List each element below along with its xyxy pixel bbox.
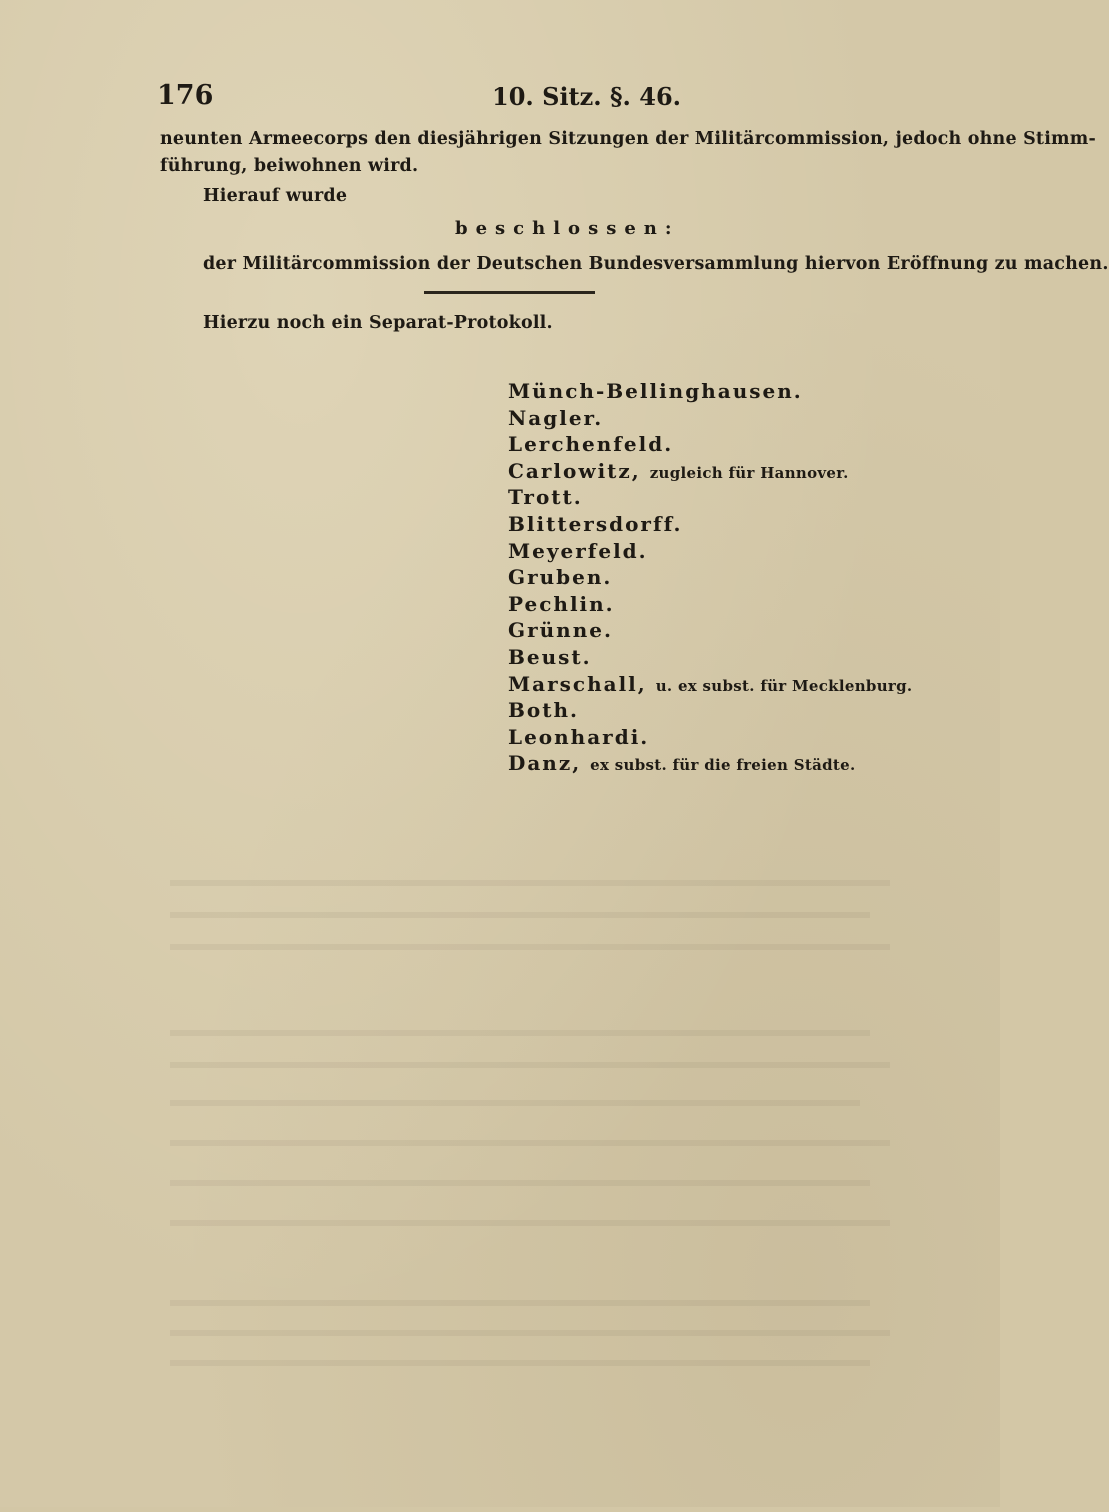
- signature-entry: [508, 724, 912, 751]
- resolution-text: der Militärcommission der Deutschen Bundesversammlung hiervon Eröffnung zu machen.: [203, 254, 1109, 274]
- signatory-note: zugleich für Hannover.: [649, 463, 849, 482]
- signature-entry: [508, 671, 912, 698]
- signature-entry: [508, 564, 912, 591]
- signatory-name: Beust.: [508, 644, 592, 669]
- signature-entry: [508, 617, 912, 644]
- signatory-name: Nagler.: [508, 405, 604, 430]
- signatory-name: Both.: [508, 698, 579, 723]
- signature-entry: [508, 458, 912, 485]
- signatory-name: Pechlin.: [508, 591, 615, 616]
- signature-entry: [508, 750, 912, 777]
- body-line: führung, beiwohnen wird.: [160, 156, 419, 176]
- signatory-name: Trott.: [508, 485, 583, 510]
- signatory-name: Carlowitz,: [508, 458, 641, 483]
- page-number: 176: [157, 80, 214, 111]
- signatory-name: Danz,: [508, 751, 582, 776]
- signature-entry: [508, 538, 912, 565]
- signature-entry: [508, 644, 912, 671]
- signatory-name: Grünne.: [508, 618, 613, 643]
- signature-list: [508, 378, 912, 777]
- signatory-name: Marschall,: [508, 671, 647, 696]
- signatory-name: Leonhardi.: [508, 724, 650, 749]
- signatory-name: Lerchenfeld.: [508, 432, 674, 457]
- protocol-note: Hierzu noch ein Separat-Protokoll.: [203, 313, 553, 333]
- separator-rule: [424, 291, 595, 294]
- signature-entry: [508, 405, 912, 432]
- signature-entry: [508, 431, 912, 458]
- signatory-name: Münch-Bellinghausen.: [508, 379, 803, 403]
- running-head: 10. Sitz. §. 46.: [492, 82, 681, 111]
- signature-entry: [508, 484, 912, 511]
- signature-entry: [508, 697, 912, 724]
- signatory-name: Meyerfeld.: [508, 538, 648, 563]
- signatory-name: Gruben.: [508, 565, 613, 590]
- signatory-note: u. ex subst. für Mecklenburg.: [655, 676, 913, 695]
- signature-entry: [508, 378, 912, 405]
- body-line: neunten Armeecorps den diesjährigen Sitzungen der Militärcommission, jedoch ohne Stimm-: [160, 129, 1096, 149]
- signatory-name: Blittersdorff.: [508, 511, 683, 536]
- signature-entry: [508, 591, 912, 618]
- signatory-note: ex subst. für die freien Städte.: [590, 756, 856, 775]
- body-line: Hierauf wurde: [203, 186, 348, 206]
- signature-entry: [508, 511, 912, 538]
- resolution-heading: beschlossen:: [455, 218, 680, 239]
